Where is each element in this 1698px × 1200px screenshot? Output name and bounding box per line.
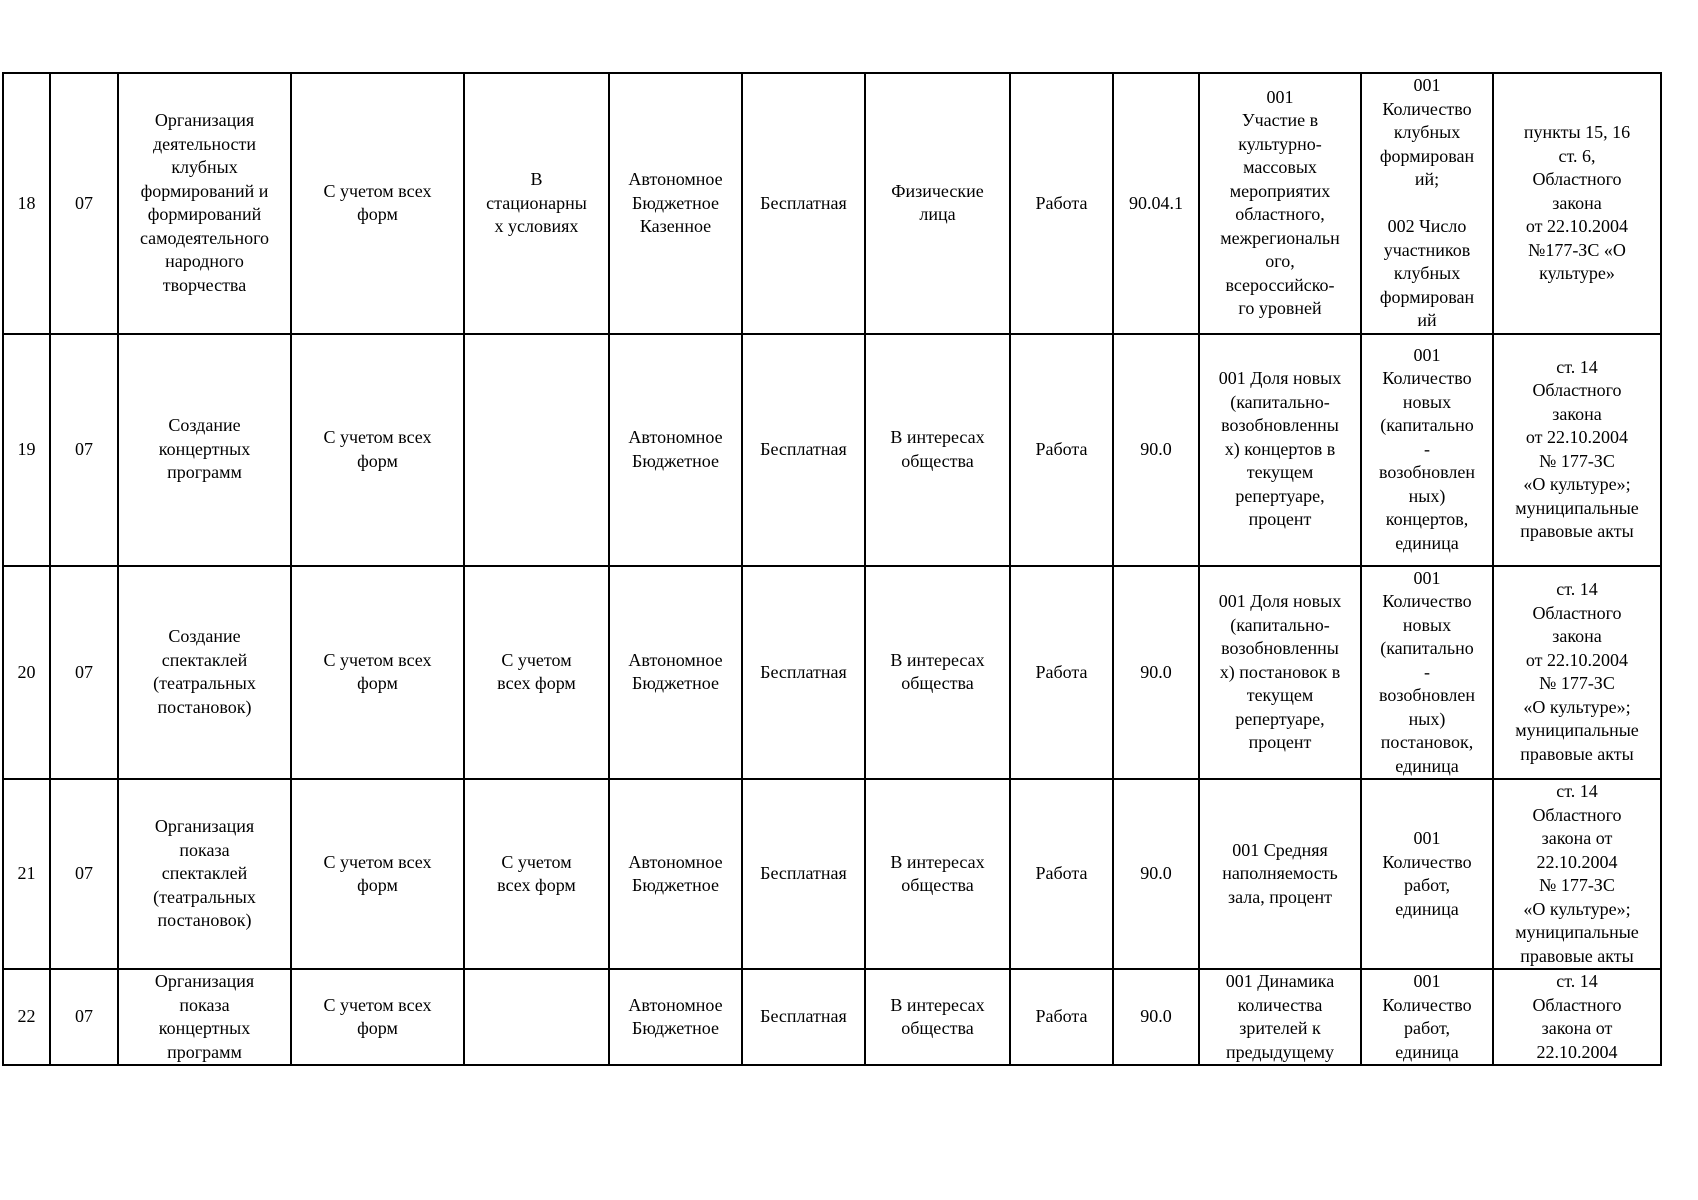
table-row	[3, 566, 1661, 780]
cell-content: С учетом всех форм	[291, 566, 464, 780]
cell-okved: 90.04.1	[1113, 73, 1199, 334]
cell-volume-indicator: 001 Количество новых (капитально - возобновлен ных) концертов, единица	[1361, 334, 1493, 566]
cell-payment: Бесплатная	[742, 566, 865, 780]
cell-okved: 90.0	[1113, 969, 1199, 1065]
cell-quality-indicator: 001 Динамика количества зрителей к предыдущему	[1199, 969, 1361, 1065]
cell-legal-basis: ст. 14 Областного закона от 22.10.2004	[1493, 969, 1661, 1065]
cell-institution-type: Автономное Бюджетное Казенное	[609, 73, 742, 334]
cell-service-name: Организация показа спектаклей (театральных постановок)	[118, 779, 291, 969]
cell-consumers: В интересах общества	[865, 566, 1010, 780]
cell-legal-basis: пункты 15, 16 ст. 6, Областного закона от 22.10.2004 №177-ЗС «О культуре»	[1493, 73, 1661, 334]
cell-number: 21	[3, 779, 50, 969]
cell-content: С учетом всех форм	[291, 779, 464, 969]
cell-code: 07	[50, 779, 118, 969]
cell-conditions: В стационарны х условиях	[464, 73, 609, 334]
cell-content: С учетом всех форм	[291, 73, 464, 334]
cell-okved: 90.0	[1113, 334, 1199, 566]
cell-volume-indicator: 001 Количество работ, единица	[1361, 779, 1493, 969]
cell-conditions	[464, 334, 609, 566]
cell-institution-type: Автономное Бюджетное	[609, 969, 742, 1065]
cell-payment: Бесплатная	[742, 969, 865, 1065]
cell-kind: Работа	[1010, 73, 1113, 334]
cell-kind: Работа	[1010, 334, 1113, 566]
table-row	[3, 969, 1661, 1065]
cell-legal-basis: ст. 14 Областного закона от 22.10.2004 № 177-ЗС «О культуре»; муниципальные правовые акты	[1493, 566, 1661, 780]
cell-service-name: Организация показа концертных программ	[118, 969, 291, 1065]
cell-volume-indicator: 001 Количество клубных формирован ий; 002 Число участников клубных формирован ий	[1361, 73, 1493, 334]
table-row	[3, 73, 1661, 334]
cell-content: С учетом всех форм	[291, 334, 464, 566]
cell-okved: 90.0	[1113, 779, 1199, 969]
cell-legal-basis: ст. 14 Областного закона от 22.10.2004 № 177-ЗС «О культуре»; муниципальные правовые акты	[1493, 779, 1661, 969]
cell-code: 07	[50, 334, 118, 566]
cell-okved: 90.0	[1113, 566, 1199, 780]
cell-number: 18	[3, 73, 50, 334]
cell-code: 07	[50, 969, 118, 1065]
cell-institution-type: Автономное Бюджетное	[609, 779, 742, 969]
cell-code: 07	[50, 566, 118, 780]
cell-code: 07	[50, 73, 118, 334]
table-row	[3, 779, 1661, 969]
cell-quality-indicator: 001 Средняя наполняемость зала, процент	[1199, 779, 1361, 969]
table-row	[3, 334, 1661, 566]
cell-quality-indicator: 001 Участие в культурно- массовых мероприятих областного, межрегиональн ого, всероссийско- го уровней	[1199, 73, 1361, 334]
cell-service-name: Создание спектаклей (театральных постановок)	[118, 566, 291, 780]
cell-quality-indicator: 001 Доля новых (капитально- возобновленны х) постановок в текущем репертуаре, процент	[1199, 566, 1361, 780]
cell-payment: Бесплатная	[742, 334, 865, 566]
cell-service-name: Организация деятельности клубных формирований и формирований самодеятельного народного творчества	[118, 73, 291, 334]
services-table	[2, 72, 1662, 1066]
cell-kind: Работа	[1010, 779, 1113, 969]
cell-conditions: С учетом всех форм	[464, 779, 609, 969]
cell-consumers: В интересах общества	[865, 969, 1010, 1065]
cell-institution-type: Автономное Бюджетное	[609, 566, 742, 780]
cell-volume-indicator: 001 Количество работ, единица	[1361, 969, 1493, 1065]
cell-volume-indicator: 001 Количество новых (капитально - возобновлен ных) постановок, единица	[1361, 566, 1493, 780]
cell-number: 20	[3, 566, 50, 780]
cell-quality-indicator: 001 Доля новых (капитально- возобновленны х) концертов в текущем репертуаре, процент	[1199, 334, 1361, 566]
cell-service-name: Создание концертных программ	[118, 334, 291, 566]
cell-kind: Работа	[1010, 969, 1113, 1065]
cell-conditions: С учетом всех форм	[464, 566, 609, 780]
cell-institution-type: Автономное Бюджетное	[609, 334, 742, 566]
cell-conditions	[464, 969, 609, 1065]
cell-kind: Работа	[1010, 566, 1113, 780]
cell-consumers: В интересах общества	[865, 779, 1010, 969]
cell-payment: Бесплатная	[742, 73, 865, 334]
cell-number: 19	[3, 334, 50, 566]
cell-content: С учетом всех форм	[291, 969, 464, 1065]
cell-consumers: В интересах общества	[865, 334, 1010, 566]
cell-number: 22	[3, 969, 50, 1065]
cell-legal-basis: ст. 14 Областного закона от 22.10.2004 № 177-ЗС «О культуре»; муниципальные правовые акты	[1493, 334, 1661, 566]
cell-consumers: Физические лица	[865, 73, 1010, 334]
cell-payment: Бесплатная	[742, 779, 865, 969]
